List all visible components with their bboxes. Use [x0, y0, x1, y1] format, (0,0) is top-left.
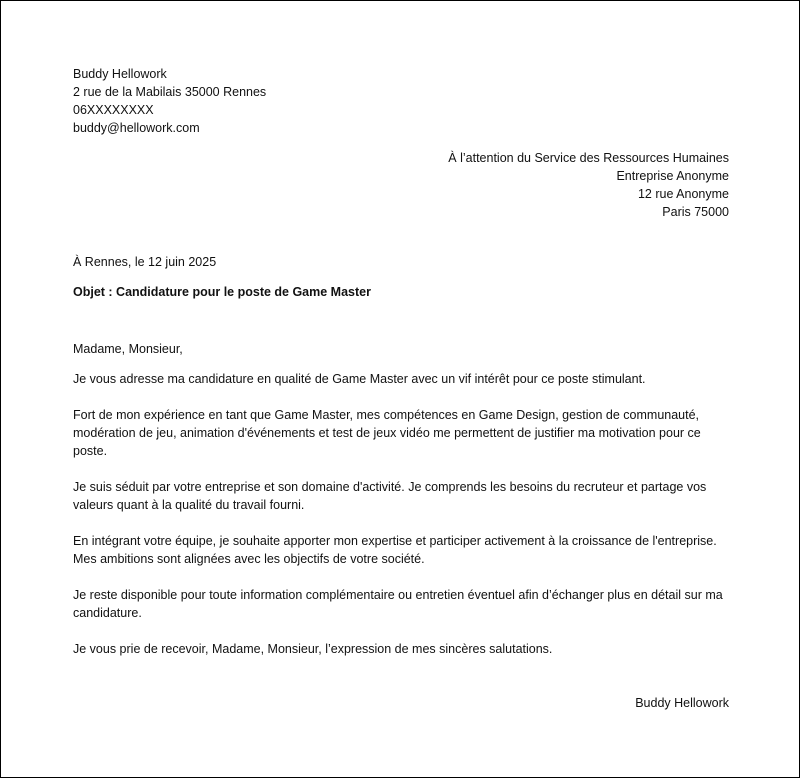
letter-date: À Rennes, le 12 juin 2025: [73, 255, 217, 269]
recipient-street: 12 rue Anonyme: [637, 187, 729, 201]
sender-email: buddy@hellowork.com: [73, 121, 200, 135]
recipient-block: [73, 149, 729, 221]
letter-paragraph-6: Je vous prie de recevoir, Madame, Monsieur, l’expression de mes sincères salutations.: [73, 642, 553, 656]
sender-block: [73, 65, 729, 137]
letter-paragraph-1: Je vous adresse ma candidature en qualité de Game Master avec un vif intérêt pour ce poste stimulant.: [73, 372, 646, 386]
letter-signature: Buddy Hellowork: [635, 696, 729, 710]
recipient-company: Entreprise Anonyme: [616, 169, 729, 183]
sender-phone: 06XXXXXXXX: [73, 103, 154, 117]
sender-name: Buddy Hellowork: [73, 67, 167, 81]
recipient-attention: À l’attention du Service des Ressources Humaines: [448, 151, 729, 165]
sender-address: 2 rue de la Mabilais 35000 Rennes: [73, 85, 267, 99]
letter-paragraph-5: Je reste disponible pour toute information complémentaire ou entretien éventuel afin d’échanger plus en détail sur ma candidature.: [73, 588, 723, 620]
recipient-city: Paris 75000: [662, 205, 729, 219]
letter-paragraph-4: En intégrant votre équipe, je souhaite apporter mon expertise et participer activement à la croissance de l'entreprise. Mes ambitions sont alignées avec les objectifs de votre société.: [73, 534, 717, 566]
letter-paragraph-2: Fort de mon expérience en tant que Game Master, mes compétences en Game Design, gestion de communauté, modération de jeu, animation d'événements et test de jeux vidéo me permettent de justifier ma motivation pour ce poste.: [73, 408, 701, 458]
letter-content: [73, 65, 729, 712]
letter-paragraph-3: Je suis séduit par votre entreprise et son domaine d'activité. Je comprends les besoins du recruteur et partage vos valeurs quant à la qualité du travail fourni.: [73, 480, 707, 512]
letter-subject: Objet : Candidature pour le poste de Game Master: [73, 285, 371, 299]
letter-salutation: Madame, Monsieur,: [73, 342, 183, 356]
